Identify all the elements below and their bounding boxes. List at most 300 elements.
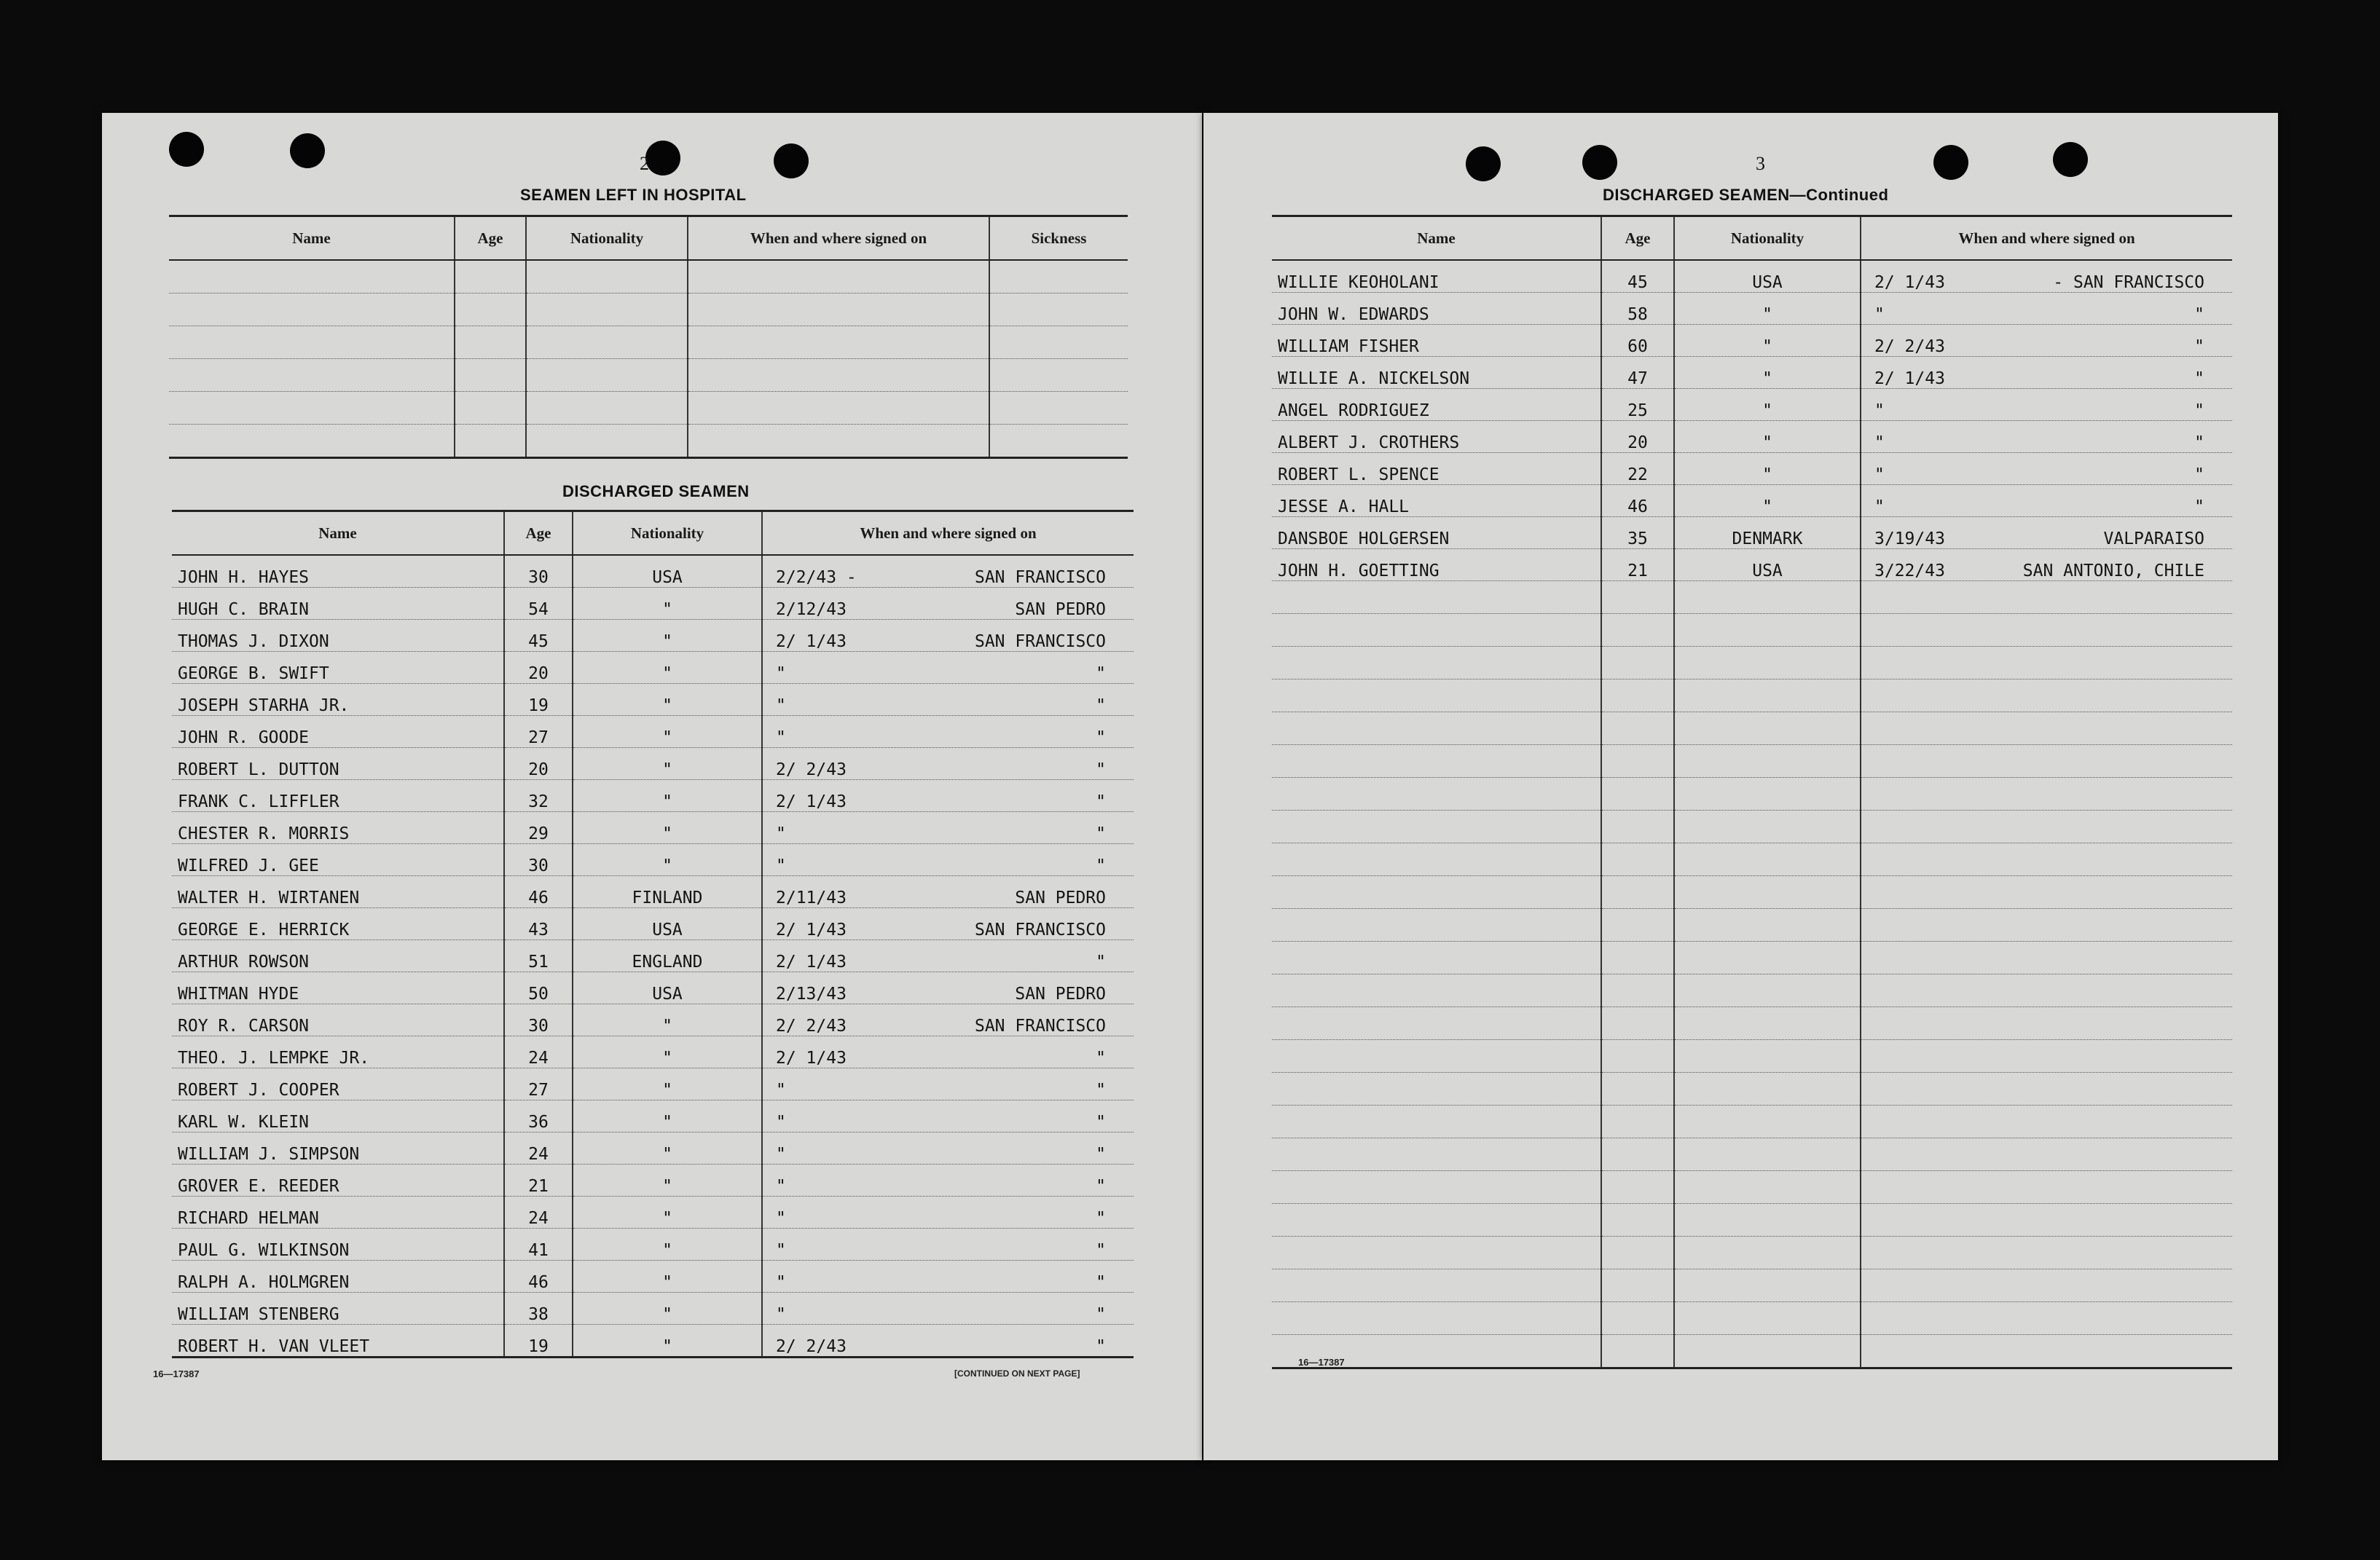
signed-on-place: SAN PEDRO bbox=[1015, 600, 1106, 619]
signed-on-date: 2/ 1/43 bbox=[776, 953, 847, 972]
table-row bbox=[172, 1325, 1134, 1358]
column-header-name: Name bbox=[1272, 216, 1601, 261]
discharged-table bbox=[172, 510, 1134, 1358]
table-row bbox=[169, 260, 1128, 294]
seaman-age: 27 bbox=[504, 1068, 573, 1100]
table-row bbox=[1272, 614, 2232, 647]
signed-on-cell bbox=[762, 1325, 1134, 1358]
signed-on-cell bbox=[762, 844, 1134, 876]
punch-hole bbox=[169, 132, 204, 167]
table-row bbox=[1272, 357, 2232, 389]
seaman-nationality: " bbox=[573, 1100, 762, 1132]
seaman-nationality: USA bbox=[573, 555, 762, 588]
signed-on-cell bbox=[762, 972, 1134, 1004]
signed-on-date: " bbox=[1874, 433, 1885, 452]
seaman-age: 32 bbox=[504, 780, 573, 812]
signed-on-date: " bbox=[1874, 305, 1885, 324]
signed-on-cell bbox=[1861, 549, 2232, 581]
signed-on-cell bbox=[1861, 485, 2232, 517]
signed-on-cell bbox=[762, 716, 1134, 748]
table-row bbox=[1272, 679, 2232, 712]
table-row bbox=[172, 652, 1134, 684]
seaman-name: ROBERT J. COOPER bbox=[172, 1068, 504, 1100]
seaman-nationality: " bbox=[573, 652, 762, 684]
column-header-nationality: Nationality bbox=[573, 511, 762, 556]
seaman-nationality: " bbox=[573, 1325, 762, 1358]
column-header-signed-on: When and where signed on bbox=[1861, 216, 2232, 261]
seaman-name: WILLIE KEOHOLANI bbox=[1272, 260, 1601, 293]
seaman-nationality: " bbox=[1674, 421, 1861, 453]
table-row bbox=[1272, 974, 2232, 1007]
seaman-name: ALBERT J. CROTHERS bbox=[1272, 421, 1601, 453]
table-row bbox=[172, 716, 1134, 748]
seaman-age: 25 bbox=[1601, 389, 1674, 421]
table-header-row bbox=[1272, 216, 2232, 261]
table-row bbox=[172, 1197, 1134, 1229]
signed-on-place: " bbox=[1096, 1049, 1106, 1068]
seaman-nationality: " bbox=[573, 1197, 762, 1229]
seaman-age: 60 bbox=[1601, 325, 1674, 357]
signed-on-date: " bbox=[776, 664, 786, 683]
table-row bbox=[172, 780, 1134, 812]
table-row bbox=[1272, 1171, 2232, 1204]
seaman-name: DANSBOE HOLGERSEN bbox=[1272, 517, 1601, 549]
table-row bbox=[172, 908, 1134, 940]
signed-on-cell bbox=[762, 1132, 1134, 1165]
seaman-age: 30 bbox=[504, 844, 573, 876]
seaman-nationality: " bbox=[573, 1165, 762, 1197]
seaman-name: JOHN R. GOODE bbox=[172, 716, 504, 748]
signed-on-date: 2/12/43 bbox=[776, 600, 847, 619]
signed-on-place: SAN FRANCISCO bbox=[974, 632, 1106, 651]
table-row bbox=[172, 1036, 1134, 1068]
seaman-age: 24 bbox=[504, 1036, 573, 1068]
table-row bbox=[1272, 389, 2232, 421]
table-row bbox=[1272, 517, 2232, 549]
page-number: 3 bbox=[1756, 153, 1765, 174]
seaman-age: 20 bbox=[1601, 421, 1674, 453]
signed-on-place: SAN ANTONIO, CHILE bbox=[2022, 562, 2204, 580]
seaman-nationality: " bbox=[1674, 325, 1861, 357]
table-row bbox=[1272, 581, 2232, 614]
table-row bbox=[172, 1100, 1134, 1132]
column-header-name: Name bbox=[172, 511, 504, 556]
table-row bbox=[1272, 1138, 2232, 1171]
seaman-nationality: " bbox=[1674, 389, 1861, 421]
signed-on-date: 2/ 1/43 bbox=[776, 921, 847, 939]
form-number: 16—17387 bbox=[153, 1368, 200, 1379]
punch-hole bbox=[1466, 146, 1501, 181]
seaman-name: CHESTER R. MORRIS bbox=[172, 812, 504, 844]
seaman-name: HUGH C. BRAIN bbox=[172, 588, 504, 620]
signed-on-place: " bbox=[1096, 664, 1106, 683]
signed-on-cell bbox=[762, 876, 1134, 908]
signed-on-cell bbox=[762, 1068, 1134, 1100]
seaman-name: KARL W. KLEIN bbox=[172, 1100, 504, 1132]
seaman-name: ROBERT L. SPENCE bbox=[1272, 453, 1601, 485]
signed-on-cell bbox=[762, 780, 1134, 812]
seaman-name: GEORGE B. SWIFT bbox=[172, 652, 504, 684]
seaman-name: WILLIAM J. SIMPSON bbox=[172, 1132, 504, 1165]
signed-on-place: " bbox=[1096, 824, 1106, 843]
signed-on-date: " bbox=[776, 696, 786, 715]
table-header-row bbox=[172, 511, 1134, 556]
form-number: 16—17387 bbox=[1298, 1357, 1345, 1368]
signed-on-cell bbox=[1861, 260, 2232, 293]
seaman-age: 24 bbox=[504, 1197, 573, 1229]
table-row bbox=[1272, 485, 2232, 517]
table-row bbox=[169, 326, 1128, 359]
table-row bbox=[172, 876, 1134, 908]
signed-on-date: 2/11/43 bbox=[776, 889, 847, 907]
seaman-nationality: " bbox=[573, 748, 762, 780]
signed-on-place: " bbox=[1096, 696, 1106, 715]
continued-note: [CONTINUED ON NEXT PAGE] bbox=[954, 1368, 1080, 1379]
signed-on-place: " bbox=[1096, 1145, 1106, 1164]
signed-on-place: SAN PEDRO bbox=[1015, 889, 1106, 907]
signed-on-date: 2/13/43 bbox=[776, 985, 847, 1004]
table-row bbox=[1272, 1073, 2232, 1106]
signed-on-place: " bbox=[1096, 856, 1106, 875]
seaman-name: PAUL G. WILKINSON bbox=[172, 1229, 504, 1261]
signed-on-place: " bbox=[1096, 1177, 1106, 1196]
right-page bbox=[1203, 113, 2278, 1460]
signed-on-place: SAN FRANCISCO bbox=[974, 1017, 1106, 1036]
signed-on-date: 2/ 1/43 bbox=[776, 632, 847, 651]
signed-on-date: " bbox=[776, 1145, 786, 1164]
seaman-name: JESSE A. HALL bbox=[1272, 485, 1601, 517]
signed-on-place: " bbox=[1096, 1209, 1106, 1228]
signed-on-place: " bbox=[2194, 337, 2204, 356]
signed-on-date: " bbox=[776, 1177, 786, 1196]
signed-on-cell bbox=[762, 1229, 1134, 1261]
signed-on-place: " bbox=[2194, 497, 2204, 516]
signed-on-cell bbox=[762, 1036, 1134, 1068]
column-header-signed-on: When and where signed on bbox=[688, 216, 989, 261]
seaman-name: WILFRED J. GEE bbox=[172, 844, 504, 876]
signed-on-place: SAN PEDRO bbox=[1015, 985, 1106, 1004]
punch-hole bbox=[290, 133, 325, 168]
table-row bbox=[172, 1261, 1134, 1293]
seaman-age: 19 bbox=[504, 1325, 573, 1358]
signed-on-cell bbox=[762, 1261, 1134, 1293]
signed-on-date: 2/ 1/43 bbox=[776, 1049, 847, 1068]
seaman-age: 45 bbox=[1601, 260, 1674, 293]
seaman-name: THEO. J. LEMPKE JR. bbox=[172, 1036, 504, 1068]
signed-on-date: " bbox=[776, 1241, 786, 1260]
table-row bbox=[1272, 1237, 2232, 1269]
signed-on-cell bbox=[762, 812, 1134, 844]
seaman-nationality: " bbox=[573, 1068, 762, 1100]
discharged-section-title: DISCHARGED SEAMEN bbox=[562, 482, 750, 500]
signed-on-date: " bbox=[1874, 465, 1885, 484]
table-row bbox=[1272, 1302, 2232, 1335]
hospital-table bbox=[169, 215, 1128, 459]
signed-on-place: " bbox=[1096, 1337, 1106, 1356]
table-row bbox=[1272, 453, 2232, 485]
table-row bbox=[169, 425, 1128, 458]
table-row bbox=[172, 940, 1134, 972]
seaman-age: 24 bbox=[504, 1132, 573, 1165]
signed-on-cell bbox=[1861, 517, 2232, 549]
table-row bbox=[172, 620, 1134, 652]
seaman-name: WHITMAN HYDE bbox=[172, 972, 504, 1004]
signed-on-place: " bbox=[1096, 1241, 1106, 1260]
signed-on-date: " bbox=[1874, 401, 1885, 420]
seaman-name: JOHN H. GOETTING bbox=[1272, 549, 1601, 581]
signed-on-place: " bbox=[2194, 305, 2204, 324]
column-header-age: Age bbox=[455, 216, 526, 261]
signed-on-cell bbox=[762, 1197, 1134, 1229]
signed-on-date: 3/22/43 bbox=[1874, 562, 1945, 580]
table-row bbox=[172, 1004, 1134, 1036]
punch-hole bbox=[774, 143, 809, 178]
seaman-name: THOMAS J. DIXON bbox=[172, 620, 504, 652]
signed-on-cell bbox=[762, 588, 1134, 620]
seaman-name: JOHN H. HAYES bbox=[172, 555, 504, 588]
table-row bbox=[172, 588, 1134, 620]
table-row bbox=[172, 555, 1134, 588]
seaman-age: 46 bbox=[504, 876, 573, 908]
signed-on-date: " bbox=[776, 1113, 786, 1132]
seaman-age: 45 bbox=[504, 620, 573, 652]
table-row bbox=[1272, 1040, 2232, 1073]
table-row bbox=[1272, 843, 2232, 876]
seaman-name: ROBERT L. DUTTON bbox=[172, 748, 504, 780]
punch-hole bbox=[645, 141, 680, 176]
signed-on-place: " bbox=[1096, 728, 1106, 747]
table-row bbox=[1272, 745, 2232, 778]
signed-on-date: 2/ 2/43 bbox=[776, 1337, 847, 1356]
seaman-nationality: " bbox=[573, 1261, 762, 1293]
signed-on-place: " bbox=[1096, 1113, 1106, 1132]
seaman-nationality: " bbox=[1674, 357, 1861, 389]
seaman-nationality: " bbox=[573, 588, 762, 620]
table-row bbox=[1272, 712, 2232, 745]
table-row bbox=[1272, 293, 2232, 325]
signed-on-cell bbox=[762, 1165, 1134, 1197]
seaman-nationality: " bbox=[573, 1036, 762, 1068]
seaman-age: 38 bbox=[504, 1293, 573, 1325]
table-row bbox=[1272, 1106, 2232, 1138]
seaman-age: 41 bbox=[504, 1229, 573, 1261]
column-header-age: Age bbox=[504, 511, 573, 556]
signed-on-date: " bbox=[1874, 497, 1885, 516]
table-row bbox=[172, 1165, 1134, 1197]
seaman-name: JOHN W. EDWARDS bbox=[1272, 293, 1601, 325]
signed-on-cell bbox=[762, 1293, 1134, 1325]
seaman-name: RICHARD HELMAN bbox=[172, 1197, 504, 1229]
seaman-age: 54 bbox=[504, 588, 573, 620]
seaman-nationality: USA bbox=[1674, 260, 1861, 293]
signed-on-cell bbox=[762, 1004, 1134, 1036]
signed-on-date: " bbox=[776, 728, 786, 747]
seaman-age: 21 bbox=[504, 1165, 573, 1197]
signed-on-place: SAN FRANCISCO bbox=[974, 921, 1106, 939]
seaman-nationality: " bbox=[573, 1004, 762, 1036]
seaman-nationality: USA bbox=[573, 972, 762, 1004]
seaman-age: 51 bbox=[504, 940, 573, 972]
seaman-nationality: ENGLAND bbox=[573, 940, 762, 972]
signed-on-date: " bbox=[776, 1209, 786, 1228]
seaman-age: 20 bbox=[504, 652, 573, 684]
signed-on-date: 2/ 2/43 bbox=[1874, 337, 1945, 356]
signed-on-date: 2/ 2/43 bbox=[776, 1017, 847, 1036]
signed-on-cell bbox=[762, 1100, 1134, 1132]
table-row bbox=[1272, 909, 2232, 942]
signed-on-cell bbox=[762, 620, 1134, 652]
table-row bbox=[1272, 778, 2232, 811]
signed-on-date: " bbox=[776, 1081, 786, 1100]
seaman-age: 30 bbox=[504, 1004, 573, 1036]
seaman-nationality: " bbox=[573, 1293, 762, 1325]
signed-on-place: " bbox=[2194, 465, 2204, 484]
table-row bbox=[169, 392, 1128, 425]
seaman-name: JOSEPH STARHA JR. bbox=[172, 684, 504, 716]
seaman-age: 21 bbox=[1601, 549, 1674, 581]
seaman-nationality: " bbox=[573, 812, 762, 844]
signed-on-cell bbox=[1861, 389, 2232, 421]
table-row bbox=[172, 684, 1134, 716]
seaman-name: WALTER H. WIRTANEN bbox=[172, 876, 504, 908]
seaman-nationality: USA bbox=[1674, 549, 1861, 581]
table-row bbox=[172, 972, 1134, 1004]
punch-hole bbox=[1933, 145, 1968, 180]
signed-on-date: 2/2/43 - bbox=[776, 568, 857, 587]
table-row bbox=[169, 294, 1128, 326]
column-header-age: Age bbox=[1601, 216, 1674, 261]
seaman-nationality: " bbox=[573, 1229, 762, 1261]
table-row bbox=[172, 1132, 1134, 1165]
table-row bbox=[1272, 942, 2232, 974]
signed-on-date: " bbox=[776, 1273, 786, 1292]
seaman-nationality: DENMARK bbox=[1674, 517, 1861, 549]
signed-on-place: " bbox=[2194, 433, 2204, 452]
column-header-nationality: Nationality bbox=[526, 216, 688, 261]
seaman-nationality: " bbox=[573, 620, 762, 652]
seaman-name: RALPH A. HOLMGREN bbox=[172, 1261, 504, 1293]
seaman-nationality: " bbox=[573, 684, 762, 716]
discharged-continued-rows bbox=[1272, 260, 2232, 1368]
seaman-age: 30 bbox=[504, 555, 573, 588]
discharged-continued-title: DISCHARGED SEAMEN—Continued bbox=[1603, 186, 1889, 204]
signed-on-date: 2/ 2/43 bbox=[776, 760, 847, 779]
seaman-nationality: " bbox=[573, 716, 762, 748]
seaman-age: 27 bbox=[504, 716, 573, 748]
table-row bbox=[1272, 1007, 2232, 1040]
signed-on-date: 2/ 1/43 bbox=[1874, 369, 1945, 388]
signed-on-date: " bbox=[776, 824, 786, 843]
signed-on-date: 3/19/43 bbox=[1874, 529, 1945, 548]
signed-on-place: " bbox=[1096, 953, 1106, 972]
column-header-nationality: Nationality bbox=[1674, 216, 1861, 261]
table-row bbox=[1272, 1204, 2232, 1237]
table-row bbox=[1272, 811, 2232, 843]
signed-on-place: " bbox=[2194, 401, 2204, 420]
seaman-name: WILLIAM STENBERG bbox=[172, 1293, 504, 1325]
seaman-nationality: " bbox=[573, 780, 762, 812]
seaman-nationality: " bbox=[573, 1132, 762, 1165]
signed-on-place: VALPARAISO bbox=[2103, 529, 2204, 548]
signed-on-place: " bbox=[1096, 1081, 1106, 1100]
table-row bbox=[1272, 1335, 2232, 1368]
seaman-nationality: " bbox=[573, 844, 762, 876]
page-number: 2 bbox=[640, 153, 649, 174]
seaman-nationality: FINLAND bbox=[573, 876, 762, 908]
seaman-age: 50 bbox=[504, 972, 573, 1004]
signed-on-cell bbox=[762, 555, 1134, 588]
seaman-age: 46 bbox=[1601, 485, 1674, 517]
table-row bbox=[172, 844, 1134, 876]
table-row bbox=[1272, 647, 2232, 679]
table-row bbox=[1272, 325, 2232, 357]
signed-on-place: " bbox=[1096, 792, 1106, 811]
signed-on-cell bbox=[762, 652, 1134, 684]
table-row bbox=[1272, 260, 2232, 293]
left-page bbox=[102, 113, 1202, 1460]
signed-on-cell bbox=[1861, 357, 2232, 389]
seaman-name: ARTHUR ROWSON bbox=[172, 940, 504, 972]
signed-on-cell bbox=[762, 748, 1134, 780]
signed-on-date: " bbox=[776, 856, 786, 875]
signed-on-place: " bbox=[1096, 760, 1106, 779]
seaman-nationality: " bbox=[1674, 293, 1861, 325]
signed-on-date: 2/ 1/43 bbox=[1874, 273, 1945, 292]
signed-on-place: " bbox=[1096, 1305, 1106, 1324]
seaman-name: WILLIAM FISHER bbox=[1272, 325, 1601, 357]
punch-hole bbox=[2053, 142, 2088, 177]
column-header-signed-on: When and where signed on bbox=[762, 511, 1134, 556]
table-row bbox=[1272, 421, 2232, 453]
seaman-age: 46 bbox=[504, 1261, 573, 1293]
signed-on-cell bbox=[1861, 421, 2232, 453]
signed-on-cell bbox=[762, 940, 1134, 972]
seaman-nationality: " bbox=[1674, 485, 1861, 517]
signed-on-date: 2/ 1/43 bbox=[776, 792, 847, 811]
table-row bbox=[172, 1068, 1134, 1100]
seaman-name: ROY R. CARSON bbox=[172, 1004, 504, 1036]
signed-on-place: " bbox=[1096, 1273, 1106, 1292]
seaman-age: 35 bbox=[1601, 517, 1674, 549]
seaman-age: 58 bbox=[1601, 293, 1674, 325]
seaman-name: WILLIE A. NICKELSON bbox=[1272, 357, 1601, 389]
signed-on-cell bbox=[1861, 453, 2232, 485]
signed-on-cell bbox=[1861, 325, 2232, 357]
signed-on-place: SAN FRANCISCO bbox=[974, 568, 1106, 587]
signed-on-cell bbox=[762, 684, 1134, 716]
seaman-name: GROVER E. REEDER bbox=[172, 1165, 504, 1197]
seaman-age: 29 bbox=[504, 812, 573, 844]
column-header-sickness: Sickness bbox=[989, 216, 1128, 261]
seaman-nationality: " bbox=[1674, 453, 1861, 485]
table-row bbox=[172, 1229, 1134, 1261]
table-header-row bbox=[169, 216, 1128, 261]
seaman-name: FRANK C. LIFFLER bbox=[172, 780, 504, 812]
seaman-name: ANGEL RODRIGUEZ bbox=[1272, 389, 1601, 421]
seaman-age: 20 bbox=[504, 748, 573, 780]
seaman-name: ROBERT H. VAN VLEET bbox=[172, 1325, 504, 1358]
seaman-age: 22 bbox=[1601, 453, 1674, 485]
signed-on-cell bbox=[1861, 293, 2232, 325]
seaman-age: 19 bbox=[504, 684, 573, 716]
table-row bbox=[1272, 549, 2232, 581]
seaman-name: GEORGE E. HERRICK bbox=[172, 908, 504, 940]
signed-on-place: - SAN FRANCISCO bbox=[2053, 273, 2204, 292]
signed-on-cell bbox=[762, 908, 1134, 940]
seaman-age: 43 bbox=[504, 908, 573, 940]
column-header-name: Name bbox=[169, 216, 455, 261]
discharged-continued-table bbox=[1272, 215, 2232, 1369]
